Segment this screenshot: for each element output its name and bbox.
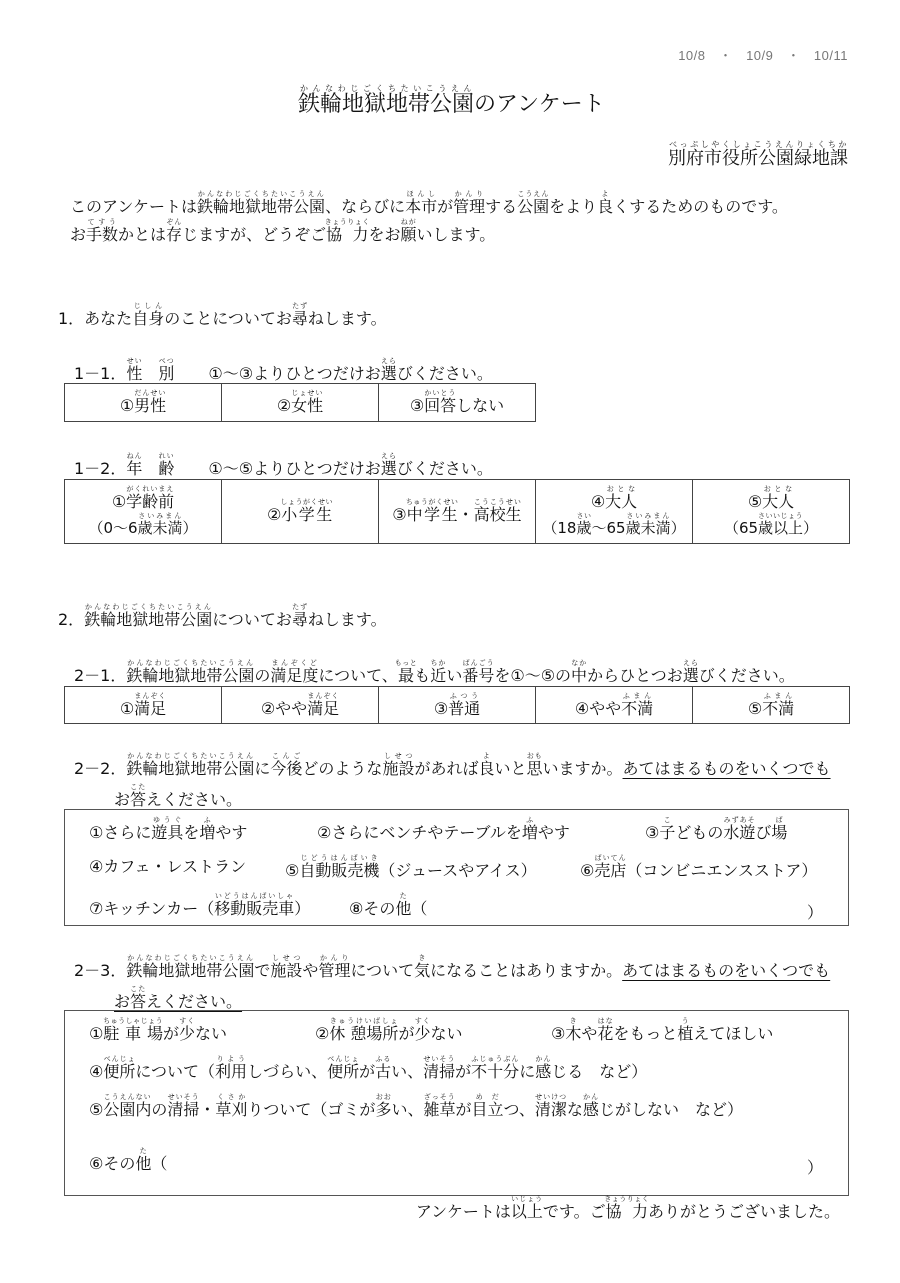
title-park-name: 鉄輪地獄地帯公園 xyxy=(298,92,475,117)
title-suffix: のアンケート xyxy=(474,92,605,117)
option-main: ⑤大人おとな xyxy=(747,485,795,511)
question-text: 2－2．鉄輪地獄地帯公園かんなわじごくちたいこうえんに今後こんごどのような施設しせつがあれば良よいと思おもいますか。 xyxy=(74,752,623,778)
option-satisfied[interactable]: ①満足まんぞく xyxy=(65,687,222,724)
question-text: 2－3．鉄輪地獄地帯公園かんなわじごくちたいこうえんで施設しせつや管理かんりについて気きになることはありますか。 xyxy=(74,954,623,980)
option-kitchen-car[interactable]: ⑦キッチンカー（移動販売車いどうはんばいしゃ） xyxy=(89,892,311,918)
section-2-heading: 2．鉄輪地獄地帯公園かんなわじごくちたいこうえんについてお尋たずねします。 xyxy=(58,603,387,629)
question-instruction: ①～⑤よりひとつだけお選えらびください。 xyxy=(208,452,493,478)
multi-select-note-cont: お答こたえください。 xyxy=(114,985,243,1011)
option-vending[interactable]: ⑤自動販売機じどうはんばいき（ジュースやアイス） xyxy=(285,854,537,880)
option-male[interactable]: ①男性だんせい xyxy=(65,384,222,422)
separator: ・ xyxy=(719,48,733,63)
option-female[interactable]: ②女性じょせい xyxy=(222,384,379,422)
question-2-3 xyxy=(74,954,849,1016)
option-restroom[interactable]: ④便所べんじょについて（利用りようしづらい、便所べんじょが古ふるい、清掃せいそうが不十分ふじゅうぶんに感かんじる など） xyxy=(89,1055,648,1081)
option-adult-65-plus[interactable] xyxy=(693,480,850,544)
date-3: 10/11 xyxy=(813,48,848,63)
age-options-table xyxy=(64,479,850,544)
intro-line-1: このアンケートは鉄輪地獄地帯公園かんなわじごくちたいこうえん、ならびに本市ほんしが管理かんりする公園こうえんをより良よくするためのものです。 xyxy=(70,190,788,216)
section-1-heading: 1．あなた自身じしんのことについてお尋たずねします。 xyxy=(58,302,387,328)
option-rest-area[interactable]: ②休 憩場所きゅうけいばしょが少すくない xyxy=(315,1017,463,1043)
option-elementary[interactable] xyxy=(222,480,379,544)
option-water-play[interactable]: ③子こどもの水遊みずあそび場ば xyxy=(645,816,788,842)
option-adult-18-64[interactable] xyxy=(536,480,693,544)
title-furigana: かんなわじごくちたいこうえん xyxy=(298,84,475,93)
organization-name xyxy=(668,140,848,170)
option-junior-high-high[interactable] xyxy=(379,480,536,544)
facilities-options-box xyxy=(64,809,849,926)
question-1-2 xyxy=(74,452,493,479)
option-main: ①学齢前がくれいまえ xyxy=(111,485,175,511)
option-somewhat-dissatisfied[interactable]: ④やや不満ふまん xyxy=(536,687,693,724)
option-main: ④大人おとな xyxy=(590,485,638,511)
option-sub: （0～6歳未満さいみまん） xyxy=(88,512,198,537)
gender-options-table xyxy=(64,383,536,422)
option-main: ②小学生しょうがくせい xyxy=(266,498,334,524)
question-label: 性せい 別べつ xyxy=(126,357,175,383)
option-cafe[interactable]: ④カフェ・レストラン xyxy=(89,857,247,876)
page-title xyxy=(298,84,605,118)
option-neutral[interactable]: ③普通ふつう xyxy=(379,687,536,724)
other-close-paren: ） xyxy=(807,903,824,922)
option-sub: （65歳以上さいいじょう） xyxy=(723,512,819,537)
option-cleaning[interactable]: ⑤公園内こうえんないの清掃せいそう・草刈くさかりついて（ゴミが多おおい、雑草ざっそうが目立めだつ、清潔せいけつな感かんじがしない など） xyxy=(89,1093,743,1119)
date-2: 10/9 xyxy=(746,48,774,63)
option-somewhat-satisfied[interactable]: ②やや満足まんぞく xyxy=(222,687,379,724)
question-2-1: 2－1．鉄輪地獄地帯公園かんなわじごくちたいこうえんの満足度まんぞくどについて、最もっとも近ちかい番号ばんごうを①～⑤の中なかからひとつお選えらびください。 xyxy=(74,659,795,685)
option-main: ③中学生ちゅうがくせい・高校生こうこうせい xyxy=(392,498,522,524)
question-1-1 xyxy=(74,357,493,384)
option-more-playground[interactable]: ①さらに遊具ゆうぐを増ふやす xyxy=(89,816,248,842)
date-1: 10/8 xyxy=(678,48,706,63)
option-shop[interactable]: ⑥売店ばいてん（コンビニエンスストア） xyxy=(580,854,818,880)
survey-dates xyxy=(670,30,848,64)
multi-select-note: あてはまるものをいくつでも xyxy=(622,759,831,778)
option-trees-flowers[interactable]: ③木きや花はなをもっと植うえてほしい xyxy=(551,1017,774,1043)
option-other[interactable]: ⑥その他た（ xyxy=(89,1147,168,1173)
option-dissatisfied[interactable]: ⑤不満ふまん xyxy=(693,687,850,724)
intro-line-2: お手数てすうかとは存ぞんじますが、どうぞご協 力きょうりょくをお願ねがいします。 xyxy=(70,218,496,244)
multi-select-note-cont: お答こたえください。 xyxy=(114,783,243,809)
other-close-paren: ） xyxy=(807,1158,824,1177)
option-no-answer[interactable]: ③回答かいとうしない xyxy=(379,384,536,422)
question-label: 年ねん 齢れい xyxy=(126,452,175,478)
option-preschool[interactable] xyxy=(65,480,222,544)
org-text: 別府市役所公園緑地課 xyxy=(668,148,848,169)
question-2-2 xyxy=(74,752,849,814)
option-sub: （18歳さい～65歳未満さいみまん） xyxy=(542,512,686,537)
question-number: 1－1． xyxy=(74,364,127,383)
question-number: 1－2． xyxy=(74,459,127,478)
option-parking[interactable]: ①駐 車 場ちゅうしゃじょうが少すくない xyxy=(89,1017,228,1043)
question-instruction: ①～③よりひとつだけお選えらびください。 xyxy=(208,357,493,383)
satisfaction-options-table xyxy=(64,686,850,724)
concerns-options-box xyxy=(64,1010,849,1196)
multi-select-note: あてはまるものをいくつでも xyxy=(622,961,831,980)
closing-message: アンケートは以上いじょうです。ご協 力きょうりょくありがとうございました。 xyxy=(415,1195,840,1221)
option-other[interactable]: ⑧その他た（ xyxy=(349,892,428,918)
org-furigana: べっぷしやくしょこうえんりょくちか xyxy=(668,140,848,149)
separator: ・ xyxy=(786,48,801,63)
option-more-benches[interactable]: ②さらにベンチやテーブルを増ふやす xyxy=(317,816,570,842)
